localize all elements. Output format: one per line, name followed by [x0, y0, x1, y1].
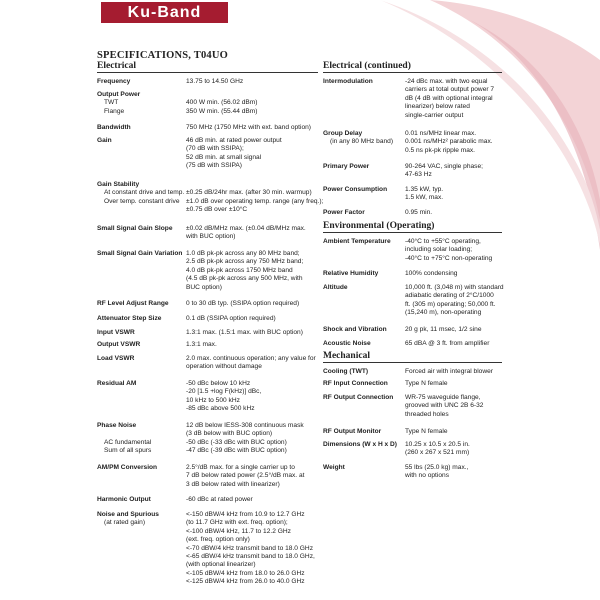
mech-value-line: Type N female	[405, 380, 448, 387]
spec-value-line: 1.0 dB pk-pk across any 80 MHz band;	[186, 250, 300, 257]
elec-cont-value	[405, 163, 483, 180]
mech-value	[405, 380, 448, 388]
spec-label-line: AC fundamental	[104, 438, 152, 446]
spec-value-line: (75 dB with SSIPA)	[186, 162, 242, 170]
spec-value	[186, 380, 261, 414]
elec-cont-value	[405, 209, 432, 217]
elec-cont-label	[323, 163, 369, 171]
spec-value-line: 12 dB below IESS-308 continuous mask	[186, 422, 304, 429]
spec-value-line: <-70 dBW/4 kHz transmit band to 18.0 GHz	[186, 544, 313, 552]
spec-label-line: Flange	[104, 107, 125, 115]
spec-value	[186, 511, 315, 587]
spec-label-line: Harmonic Output	[97, 496, 151, 503]
spec-label-line: TWT	[104, 99, 119, 107]
spec-label	[97, 511, 159, 528]
spec-value-line: with BUC option)	[186, 233, 236, 241]
spec-value-line: 10 kHz to 500 kHz	[186, 396, 240, 404]
spec-value-line: -85 dBc above 500 kHz	[186, 405, 255, 413]
spec-value-line: 1.3:1 max. (1.5:1 max. with BUC option)	[186, 329, 303, 336]
env-value-line: 65 dBA @ 3 ft. from amplifier	[405, 340, 490, 347]
spec-value	[186, 124, 311, 132]
elec-cont-value-line: 1.5 kW, max.	[405, 194, 444, 202]
mech-label-line: Weight	[323, 464, 345, 471]
spec-value-line: -20 [1.5 +log F(kHz)] dBc,	[186, 388, 262, 396]
mech-value-line: threaded holes	[405, 410, 449, 418]
page-title: SPECIFICATIONS, T04UO	[97, 50, 229, 61]
spec-label-line: AM/PM Conversion	[97, 464, 158, 471]
spec-label-line: Output Power	[97, 91, 141, 98]
spec-value	[186, 300, 299, 308]
spec-value-line: <-105 dBW/4 kHz from 18.0 to 26.0 GHz	[186, 569, 305, 577]
spec-label-line: Gain	[97, 137, 112, 144]
mech-value-line: with no options	[405, 472, 449, 480]
spec-value-line: <-100 dBW/4 kHz, 11.7 to 12.2 GHz	[186, 527, 291, 535]
elec-cont-value-line: 47-63 Hz	[405, 171, 432, 179]
env-label-line: Relative Humidity	[323, 270, 379, 277]
spec-value-line: 0.1 dB (SSIPA option required)	[186, 315, 276, 322]
spec-value-line: (70 dB with SSIPA);	[186, 145, 244, 153]
mech-value-line: WR-75 waveguide flange,	[405, 394, 481, 401]
mech-label-line: RF Output Monitor	[323, 428, 382, 435]
mech-value-line: grooved with UNC 2B 6-32	[405, 402, 484, 410]
elec-cont-label	[323, 186, 387, 194]
spec-label-line: Frequency	[97, 78, 131, 85]
env-value-line: -40°C to +55°C operating,	[405, 238, 481, 245]
spec-label-line	[97, 430, 151, 438]
env-value	[405, 326, 481, 334]
section-mechanical: Mechanical	[323, 351, 502, 363]
mech-label	[323, 394, 393, 402]
env-value	[405, 340, 489, 348]
elec-cont-value-line: linearizer) below rated	[405, 103, 470, 111]
spec-value-line: 0 to 30 dB typ. (SSIPA option required)	[186, 300, 300, 307]
spec-label	[97, 329, 135, 337]
env-label-line: Altitude	[323, 284, 348, 291]
spec-value-line: -50 dBc (-33 dBc with BUC option)	[186, 438, 287, 446]
mech-value-line: (260 x 267 x 521 mm)	[405, 449, 470, 457]
elec-cont-value-line: 0.001 ns/MHz² parabolic max.	[405, 138, 493, 146]
elec-cont-value-line: 1.35 kW, typ.	[405, 186, 444, 193]
spec-value-line: 2.5 dB pk-pk across any 750 MHz band;	[186, 258, 304, 266]
elec-cont-value-line: 0.5 ns pk-pk ripple max.	[405, 146, 475, 154]
mech-value-line: Forced air with integral blower	[405, 368, 493, 375]
spec-value-line: <-65 dBW/4 kHz transmit band to 18.0 GHz,	[186, 553, 315, 561]
elec-cont-label-line: Power Consumption	[323, 186, 388, 193]
mech-value	[405, 428, 448, 436]
spec-label-line: Attenuator Step Size	[97, 315, 162, 322]
elec-cont-label	[323, 130, 393, 147]
spec-label	[97, 380, 136, 388]
mech-value	[405, 464, 468, 481]
spec-value	[186, 355, 316, 372]
spec-label	[97, 137, 112, 145]
spec-label-line: Load VSWR	[97, 355, 135, 362]
spec-value	[186, 422, 304, 456]
env-label	[323, 340, 371, 348]
elec-cont-value-line: dB (4 dB with optional integral	[405, 94, 493, 102]
env-value-line: 100% condensing	[405, 270, 458, 277]
spec-label	[97, 78, 130, 86]
spec-value	[186, 250, 303, 292]
spec-label	[97, 181, 184, 206]
env-label	[323, 238, 391, 246]
env-label	[323, 326, 387, 334]
band-banner: Ku-Band	[101, 2, 228, 23]
env-value	[405, 284, 504, 318]
env-label	[323, 270, 378, 278]
env-label	[323, 284, 348, 292]
mech-value-line: Type N female	[405, 428, 448, 435]
spec-label-line: Small Signal Gain Variation	[97, 250, 183, 257]
mech-label-line: Dimensions (W x H x D)	[323, 441, 398, 448]
spec-value-line: ±0.02 dB/MHz max. (±0.04 dB/MHz max.	[186, 225, 306, 232]
env-value	[405, 238, 492, 263]
spec-value	[186, 78, 243, 86]
env-value-line: -40°C to +75°C non-operating	[405, 254, 493, 262]
spec-label-line: Residual AM	[97, 380, 137, 387]
elec-cont-value-line: carriers at total output power 7	[405, 86, 495, 94]
spec-value-line: operation without damage	[186, 363, 262, 371]
spec-value-line: 13.75 to 14.50 GHz	[186, 78, 244, 85]
spec-label	[97, 225, 172, 233]
elec-cont-label	[323, 78, 373, 86]
elec-cont-value-line: 0.01 ns/MHz linear max.	[405, 130, 477, 137]
spec-value-line: -50 dBc below 10 kHz	[186, 380, 251, 387]
spec-value-line: 52 dB min. at small signal	[186, 153, 262, 161]
elec-cont-value	[405, 186, 443, 203]
env-value-line: (15,240 m), non-operating	[405, 309, 482, 317]
spec-value-line: <-150 dBW/4 kHz from 10.9 to 12.7 GHz	[186, 511, 305, 518]
section-electrical-continued: Electrical (continued)	[323, 61, 502, 73]
spec-label	[97, 341, 140, 349]
spec-label-line: Output VSWR	[97, 341, 141, 348]
env-value-line: including solar loading;	[405, 246, 473, 254]
spec-value-line: ±0.25 dB/24hr max. (after 30 min. warmup)	[186, 189, 312, 197]
spec-label-line: Gain Stability	[97, 181, 140, 188]
spec-label	[97, 422, 151, 456]
elec-cont-label-line: Primary Power	[323, 163, 370, 170]
env-value-line: ft. (305 m) operating; 50,000 ft.	[405, 300, 496, 308]
spec-value	[186, 91, 257, 116]
spec-label	[97, 250, 182, 258]
spec-value-line: (4.5 dB pk-pk across any 500 MHz, with	[186, 275, 303, 283]
mech-value	[405, 368, 493, 376]
spec-value-line: 2.0 max. continuous operation; any value for	[186, 355, 316, 362]
mech-value	[405, 441, 470, 458]
env-label-line: Shock and Vibration	[323, 326, 387, 333]
env-value	[405, 270, 457, 278]
elec-cont-label	[323, 209, 365, 217]
elec-cont-label-line: Group Delay	[323, 130, 363, 137]
spec-value-line	[186, 181, 323, 189]
env-label-line: Ambient Temperature	[323, 238, 391, 245]
spec-label-line: RF Level Adjust Range	[97, 300, 169, 307]
env-label-line: Acoustic Noise	[323, 340, 371, 347]
spec-value-line: <-125 dBW/4 kHz from 26.0 to 40.0 GHz	[186, 578, 305, 586]
spec-value	[186, 181, 323, 215]
elec-cont-value-line: 0.95 min.	[405, 209, 433, 216]
mech-label-line: Cooling (TWT)	[323, 368, 369, 375]
spec-label-line: Sum of all spurs	[104, 447, 152, 455]
spec-label-line: Phase Noise	[97, 422, 137, 429]
spec-value-line: (with optional linearizer)	[186, 561, 256, 569]
mech-label	[323, 368, 368, 376]
env-value-line: 20 g pk, 11 msec, 1/2 sine	[405, 326, 482, 333]
spec-value-line: (3 dB below with BUC option)	[186, 430, 273, 438]
spec-value-line: -60 dBc at rated power	[186, 496, 253, 503]
spec-value-line: ±1.0 dB over operating temp. range (any freq.);	[186, 197, 324, 205]
spec-value-line: 400 W min. (56.02 dBm)	[186, 99, 258, 107]
spec-label-line: Bandwidth	[97, 124, 131, 131]
spec-value-line: ±0.75 dB over ±10°C	[186, 206, 248, 214]
spec-value-line: 4.0 dB pk-pk across 1750 MHz band	[186, 266, 293, 274]
spec-label-line: Over temp. constant drive	[104, 197, 180, 205]
spec-value-line: 2.5°/dB max. for a single carrier up to	[186, 464, 295, 471]
spec-value-line	[186, 91, 257, 99]
mech-label-line: RF Output Connection	[323, 394, 394, 401]
elec-cont-label-line: Power Factor	[323, 209, 365, 216]
spec-value-line: (to 11.7 GHz with ext. freq. option);	[186, 519, 288, 527]
spec-value-line: 1.3:1 max.	[186, 341, 217, 348]
spec-value-line: (ext. freq. option only)	[186, 536, 250, 544]
spec-value	[186, 341, 217, 349]
mech-value	[405, 394, 483, 419]
spec-label-line: (at rated gain)	[104, 519, 146, 527]
mech-label	[323, 380, 388, 388]
spec-label	[97, 355, 134, 363]
spec-label	[97, 315, 161, 323]
mech-value-line: 10.25 x 10.5 x 20.5 in.	[405, 441, 470, 448]
spec-value	[186, 315, 276, 323]
spec-label-line: Noise and Spurious	[97, 511, 159, 518]
spec-value-line: BUC option)	[186, 283, 222, 291]
spec-value	[186, 496, 253, 504]
env-value-line: adiabatic derating of 2°C/1000	[405, 292, 494, 300]
spec-value	[186, 225, 306, 242]
spec-value	[186, 137, 282, 171]
spec-value-line: 350 W min. (55.44 dBm)	[186, 107, 258, 115]
elec-cont-value-line: 90-264 VAC, single phase;	[405, 163, 483, 170]
elec-cont-value	[405, 78, 494, 120]
env-value-line: 10,000 ft. (3,048 m) with standard	[405, 284, 504, 291]
spec-value-line: 3 dB below rated with linearizer)	[186, 480, 280, 488]
spec-label	[97, 300, 169, 308]
spec-value	[186, 464, 304, 489]
mech-label-line: RF Input Connection	[323, 380, 388, 387]
elec-cont-label-line: (in any 80 MHz band)	[330, 138, 394, 146]
elec-cont-label-line: Intermodulation	[323, 78, 373, 85]
section-environmental: Environmental (Operating)	[323, 221, 502, 233]
spec-value-line: 750 MHz (1750 MHz with ext. band option)	[186, 124, 311, 131]
spec-value	[186, 329, 303, 337]
spec-value-line: 7 dB below rated power (2.5°/dB max. at	[186, 472, 305, 480]
spec-label	[97, 464, 157, 472]
spec-value-line: 46 dB min. at rated power output	[186, 137, 282, 144]
spec-label	[97, 124, 131, 132]
elec-cont-value-line: -24 dBc max. with two equal	[405, 78, 488, 85]
spec-label-line: Input VSWR	[97, 329, 135, 336]
elec-cont-value	[405, 130, 493, 155]
mech-label	[323, 428, 381, 436]
spec-label	[97, 496, 151, 504]
spec-label-line: Small Signal Gain Slope	[97, 225, 173, 232]
spec-label	[97, 91, 140, 116]
spec-label-line: At constant drive and temp.	[104, 189, 185, 197]
section-electrical: Electrical	[97, 61, 318, 73]
spec-value-line: -47 dBc (-39 dBc with BUC option)	[186, 447, 287, 455]
elec-cont-value-line: single-carrier output	[405, 111, 464, 119]
mech-label	[323, 464, 345, 472]
mech-value-line: 55 lbs (25.0 kg) max.,	[405, 464, 469, 471]
mech-label	[323, 441, 397, 449]
